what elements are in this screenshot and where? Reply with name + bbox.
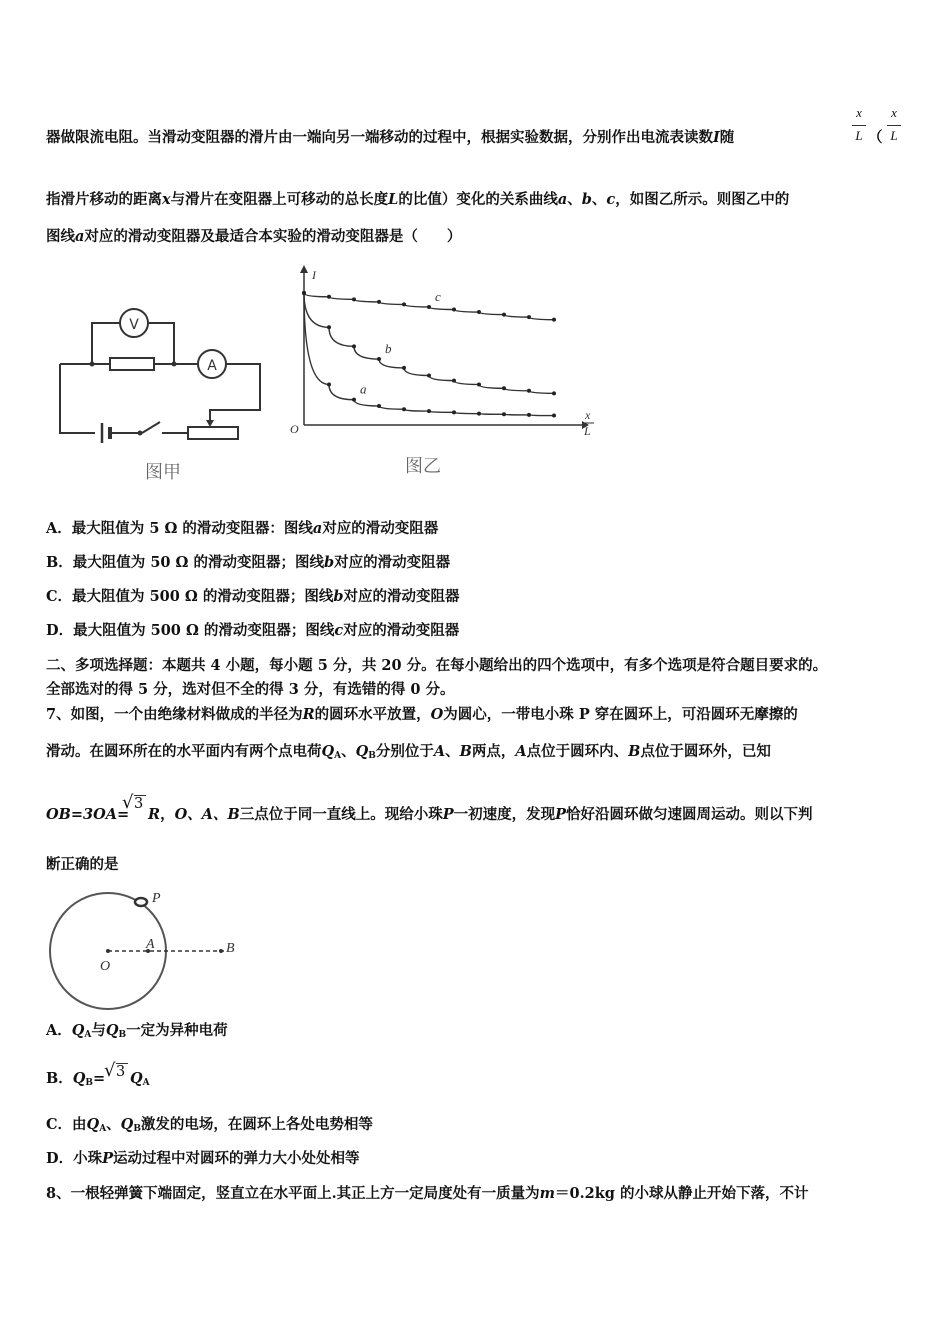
series-c-point: [327, 295, 331, 299]
t: 为圆心，一带电小珠 P 穿在圆环上，可沿圆环无摩擦的: [443, 706, 798, 723]
series-c-point: [377, 300, 381, 304]
series-c-point: [402, 302, 406, 306]
series-a-point: [377, 404, 381, 408]
q6-option-b[interactable]: [46, 553, 450, 573]
t: 恰好沿圆环做匀速圆周运动。则以下判: [566, 806, 813, 823]
sub: A: [142, 1078, 150, 1088]
sqrt-radicand-1: 3: [134, 796, 144, 812]
option-pre: 最大阻值为 500 Ω 的滑动变阻器；图线: [72, 588, 334, 605]
t: 7、如图，一个由绝缘材料做成的半径为: [46, 706, 303, 723]
t: 的圆环水平放置，: [314, 706, 431, 723]
intro-line-2: [46, 190, 789, 210]
caption-jia: 图甲: [145, 462, 181, 483]
x-axis-label-den: L: [584, 424, 591, 438]
series-b-point: [502, 386, 506, 390]
series-a-point: [527, 413, 531, 417]
option-letter: A．: [46, 1022, 72, 1039]
v: Q: [355, 743, 369, 760]
t: ＝0.2kg 的小球从静止开始下落，不计: [554, 1185, 809, 1202]
sqrt-radicand-2: 3: [116, 1064, 126, 1080]
series-a-point: [452, 410, 456, 414]
series-b-label: b: [385, 341, 392, 357]
l2-vc: c: [606, 191, 616, 208]
v: P: [555, 806, 567, 823]
series-a-line: [304, 293, 554, 416]
series-c-point: [452, 308, 456, 312]
sub: B: [133, 1124, 141, 1134]
t: 、: [341, 743, 356, 760]
series-b-point: [377, 357, 381, 361]
series-b-point: [352, 344, 356, 348]
series-b-point: [527, 389, 531, 393]
option-post: 对应的滑动变阻器: [343, 622, 460, 639]
v: Q: [71, 1022, 85, 1039]
q7-option-d[interactable]: [46, 1149, 359, 1169]
option-var: a: [312, 520, 323, 537]
q8-line-1: [46, 1184, 808, 1204]
l3-b: 对应的滑动变阻器及最适合本实验的滑动变阻器是（ ）: [84, 228, 462, 245]
frac-top-den-1: L: [855, 128, 863, 143]
t: 与: [91, 1022, 106, 1039]
series-c-point: [527, 315, 531, 319]
option-var: b: [333, 588, 344, 605]
v: Q: [105, 1022, 119, 1039]
q7-line-1: [46, 705, 798, 725]
t: 8、一根轻弹簧下端固定，竖直立在水平面上.其正上方一定局度处有一质量为: [46, 1185, 540, 1202]
option-letter: D．: [46, 1150, 74, 1167]
v: O、A、B: [174, 806, 240, 823]
v: Q: [86, 1116, 100, 1133]
v: O: [430, 706, 444, 723]
frac-top-bar-1: [852, 125, 866, 126]
q7-line-2: [46, 742, 771, 766]
option-pre: 最大阻值为 5 Ω 的滑动变阻器：图线: [71, 520, 313, 537]
l3-var: a: [75, 228, 85, 245]
option-pre: 最大阻值为 500 Ω 的滑动变阻器；图线: [73, 622, 335, 639]
v: Q: [72, 1070, 86, 1087]
current-var: I: [713, 129, 720, 146]
option-letter: C．: [46, 1116, 73, 1133]
series-c-point: [427, 305, 431, 309]
v: R: [302, 706, 315, 723]
t: 一定为异种电荷: [126, 1022, 228, 1039]
intro-line-1-tail: 随: [719, 129, 735, 146]
label-P: P: [152, 891, 161, 906]
origin-label: O: [290, 422, 299, 436]
y-axis-label: I: [312, 268, 316, 282]
series-b-point: [402, 366, 406, 370]
option-letter: D．: [46, 622, 74, 639]
v: A: [433, 743, 446, 760]
t: 三点位于同一直线上。现给小珠: [239, 806, 443, 823]
q6-option-d[interactable]: [46, 621, 459, 641]
v: Q: [120, 1116, 134, 1133]
v: Q: [321, 743, 335, 760]
series-c-point: [502, 313, 506, 317]
series-b-point: [552, 391, 556, 395]
v: P: [102, 1150, 113, 1167]
sqrt-sign-1: √: [122, 792, 134, 813]
section-heading-line-2: 全部选对的得 5 分，选对但不全的得 3 分，有选错的得 0 分。: [46, 681, 455, 698]
label-O: O: [100, 959, 111, 974]
sub: A: [99, 1124, 107, 1134]
t: 、: [445, 743, 460, 760]
l2-s1: 、: [567, 191, 582, 208]
v: A: [515, 743, 527, 760]
t: 运动过程中对圆环的弹力大小处处相等: [112, 1150, 360, 1167]
l2-d: ，如图乙所示。则图乙中的: [615, 191, 790, 208]
intro-line-1-text: 器做限流电阻。当滑动变阻器的滑片由一端向另一端移动的过程中，根据实验数据，分别作出电流表读数: [46, 129, 713, 146]
frac-top-bar-2: [887, 125, 901, 126]
t: ，: [160, 806, 175, 823]
series-a-point: [302, 291, 306, 295]
l3-a: 图线: [46, 228, 75, 245]
resistor: [110, 358, 154, 370]
series-b-point: [427, 374, 431, 378]
v: B: [628, 743, 641, 760]
l2-x: x: [162, 191, 171, 208]
l2-s2: 、: [591, 191, 607, 208]
intro-line-3: [46, 227, 461, 247]
caption-yi: 图乙: [405, 456, 441, 477]
point-O: [106, 949, 110, 953]
series-c-point: [477, 310, 481, 314]
v: m: [539, 1185, 555, 1202]
option-letter: B．: [46, 554, 73, 571]
l2-b: 与滑片在变阻器上可移动的总长度: [170, 191, 389, 208]
sub: B: [118, 1030, 127, 1040]
series-b-point: [477, 382, 481, 386]
t: 点位于圆环外，已知: [640, 743, 771, 760]
y-axis-arrow: [300, 265, 308, 273]
l2-c: 的比值）变化的关系曲线: [398, 191, 558, 208]
label-A: A: [146, 937, 155, 952]
q7-option-b[interactable]: [46, 1069, 105, 1093]
t: 滑动。在圆环所在的水平面内有两个点电荷: [46, 743, 322, 760]
option-post: 对应的滑动变阻器: [343, 588, 460, 605]
option-letter: B．: [46, 1070, 73, 1087]
option-post: 对应的滑动变阻器: [334, 554, 451, 571]
q6-option-a[interactable]: [46, 519, 438, 539]
voltmeter-label: V: [129, 317, 139, 333]
intro-paren: （: [868, 129, 883, 146]
ring-diagram: [46, 878, 246, 1018]
t: 两点，: [471, 743, 516, 760]
series-c-point: [352, 297, 356, 301]
q6-option-c[interactable]: [46, 587, 460, 607]
option-pre: 最大阻值为 50 Ω 的滑动变阻器；图线: [72, 554, 324, 571]
series-a-point: [552, 414, 556, 418]
series-b-point: [327, 325, 331, 329]
option-var: b: [324, 554, 335, 571]
series-c-label: c: [435, 288, 441, 304]
l2-L: L: [388, 191, 399, 208]
series-a-label: a: [360, 381, 367, 397]
l2-va: a: [557, 191, 568, 208]
t: =: [93, 1070, 106, 1087]
sub: A: [334, 751, 342, 761]
t: 点位于圆环内、: [526, 743, 629, 760]
l2-a: 指滑片移动的距离: [46, 191, 162, 208]
t: 由: [72, 1116, 87, 1133]
option-letter: C．: [46, 588, 73, 605]
t: 分别位于: [375, 743, 434, 760]
sub: A: [84, 1030, 92, 1040]
intro-line-1: [46, 128, 734, 148]
t: 小珠: [73, 1150, 103, 1167]
sub: B: [85, 1078, 94, 1088]
t: 、: [106, 1116, 121, 1133]
t: 一初速度，发现: [453, 806, 556, 823]
q7-option-b-tail[interactable]: [130, 1069, 150, 1093]
v: R: [148, 806, 161, 823]
ammeter-label: A: [207, 358, 217, 374]
section-heading-line-1: 二、多项选择题：本题共 4 小题，每小题 5 分，共 20 分。在每小题给出的四个选项中，有多个选项是符合题目要求的。: [46, 657, 828, 674]
sqrt-sign-2: √: [104, 1060, 116, 1081]
q7-option-c[interactable]: [46, 1115, 373, 1139]
series-a-point: [352, 398, 356, 402]
series-a-point: [327, 382, 331, 386]
rheostat: [188, 427, 238, 439]
series-c-point: [552, 318, 556, 322]
bead-P: [135, 898, 147, 906]
v: B: [459, 743, 472, 760]
t: 激发的电场，在圆环上各处电势相等: [140, 1116, 373, 1133]
frac-top-num-1: x: [856, 105, 862, 120]
point-B: [219, 949, 223, 953]
series-a-point: [402, 407, 406, 411]
x-axis-label-num: x: [585, 408, 591, 422]
sub: B: [368, 751, 376, 761]
q7-option-a[interactable]: [46, 1021, 228, 1045]
v: P: [442, 806, 454, 823]
l2-vb: b: [581, 191, 592, 208]
series-a-point: [427, 409, 431, 413]
frac-top-den-2: L: [890, 128, 898, 143]
series-a-point: [477, 412, 481, 416]
option-var: c: [334, 622, 344, 639]
series-a-point: [502, 412, 506, 416]
q7-line-3: [148, 805, 813, 825]
frac-top-num-2: x: [891, 105, 897, 120]
chart-yi: [282, 265, 602, 465]
q7-line-4: 断正确的是: [46, 856, 119, 873]
label-B: B: [226, 941, 235, 956]
v: Q: [130, 1070, 143, 1087]
series-b-point: [452, 379, 456, 383]
option-post: 对应的滑动变阻器: [322, 520, 439, 537]
q7-eq: OB=3OA=: [46, 806, 130, 823]
option-letter: A．: [46, 520, 72, 537]
